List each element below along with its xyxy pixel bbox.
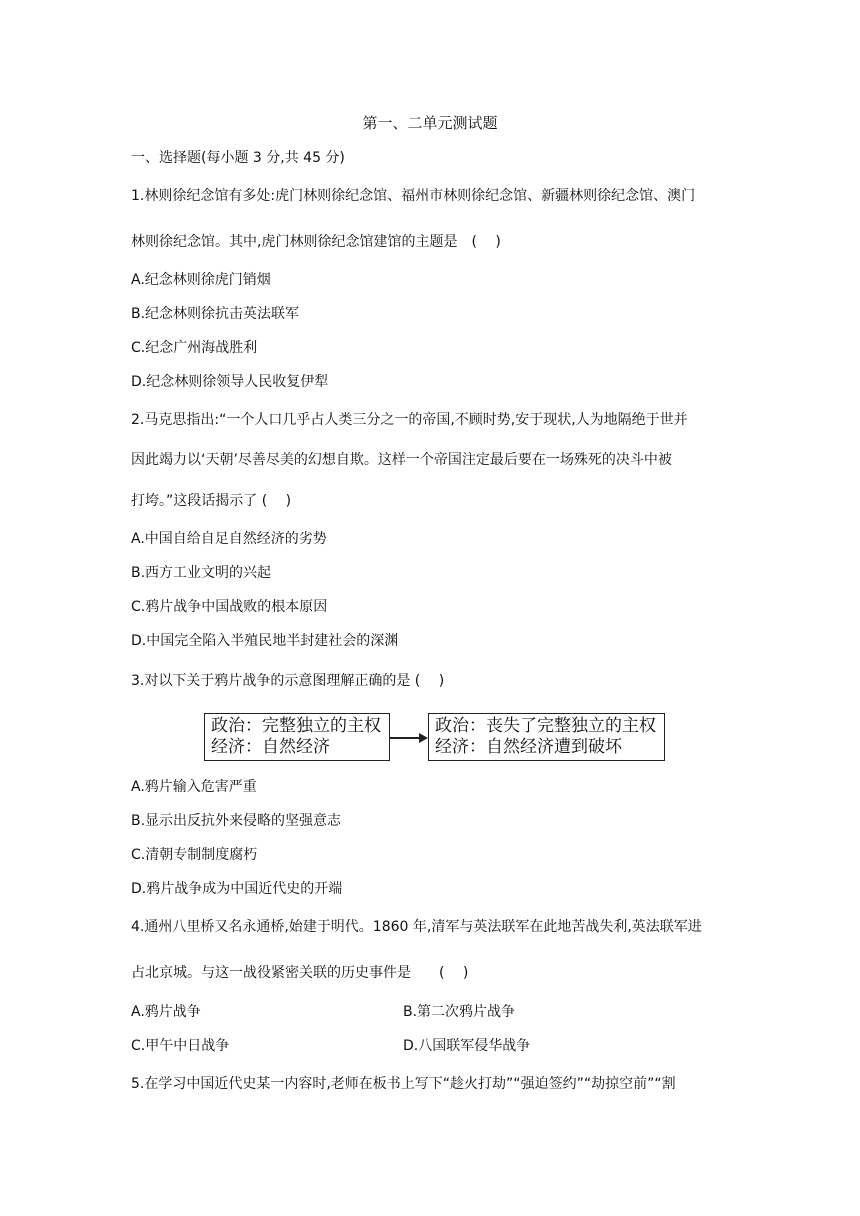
question-2-option-c: C.鸦片战争中国战败的根本原因	[131, 599, 328, 615]
question-2-line-3: 打垮。”这段话揭示了 ( )	[131, 493, 292, 509]
question-1-option-a: A.纪念林则徐虎门销烟	[131, 272, 271, 288]
arrow-right-icon	[419, 733, 428, 743]
question-2-option-d: D.中国完全陷入半殖民地半封建社会的深渊	[131, 633, 399, 649]
question-4-option-c: C.甲午中日战争	[131, 1038, 230, 1054]
question-4-option-a: A.鸦片战争	[131, 1004, 201, 1020]
question-3-line-1: 3.对以下关于鸦片战争的示意图理解正确的是 ( )	[131, 673, 445, 689]
question-2-line-2: 因此竭力以‘天朝’尽善尽美的幻想自欺。这样一个帝国注定最后要在一场殊死的决斗中被	[131, 452, 672, 468]
question-3-option-c: C.清朝专制制度腐朽	[131, 847, 258, 863]
question-2-line-1: 2.马克思指出:“一个人口几乎占人类三分之一的帝国,不顾时势,安于现状,人为地隔绝于世并	[131, 412, 688, 428]
diagram-before-box	[204, 713, 390, 761]
diagram-after-politics: 政治：丧失了完整独立的主权	[435, 716, 656, 736]
diagram-before-economy: 经济：自然经济	[211, 737, 330, 757]
question-4-line-2: 占北京城。与这一战役紧密关联的历史事件是 ( )	[131, 965, 469, 981]
question-4-option-b: B.第二次鸦片战争	[403, 1004, 516, 1020]
diagram-after-economy: 经济：自然经济遭到破坏	[435, 737, 622, 757]
section-heading: 一、选择题(每小题 3 分,共 45 分)	[131, 150, 345, 166]
question-1-line-1: 1.林则徐纪念馆有多处:虎门林则徐纪念馆、福州市林则徐纪念馆、新疆林则徐纪念馆、澳门	[131, 188, 696, 204]
question-1-option-d: D.纪念林则徐领导人民收复伊犁	[131, 374, 329, 390]
question-4-option-d: D.八国联军侵华战争	[403, 1038, 531, 1054]
question-3-option-d: D.鸦片战争成为中国近代史的开端	[131, 881, 343, 897]
diagram-before-politics: 政治：完整独立的主权	[211, 716, 381, 736]
question-2-option-a: A.中国自给自足自然经济的劣势	[131, 531, 327, 547]
question-1-option-c: C.纪念广州海战胜利	[131, 340, 258, 356]
question-4-line-1: 4.通州八里桥又名永通桥,始建于明代。1860 年,清军与英法联军在此地苦战失利,英法联军进	[131, 919, 702, 935]
diagram-after-box	[428, 713, 665, 761]
question-1-option-b: B.纪念林则徐抗击英法联军	[131, 306, 300, 322]
question-3-option-b: B.显示出反抗外来侵略的坚强意志	[131, 813, 342, 829]
diagram-arrow-line	[390, 737, 420, 739]
question-5-line-1: 5.在学习中国近代史某一内容时,老师在板书上写下“趁火打劫”“强迫签约”“劫掠空前”“割	[131, 1076, 676, 1092]
question-2-option-b: B.西方工业文明的兴起	[131, 565, 272, 581]
question-1-line-2: 林则徐纪念馆。其中,虎门林则徐纪念馆建馆的主题是 ( )	[131, 234, 501, 250]
question-3-option-a: A.鸦片输入危害严重	[131, 779, 257, 795]
page-title: 第一、二单元测试题	[362, 114, 498, 132]
